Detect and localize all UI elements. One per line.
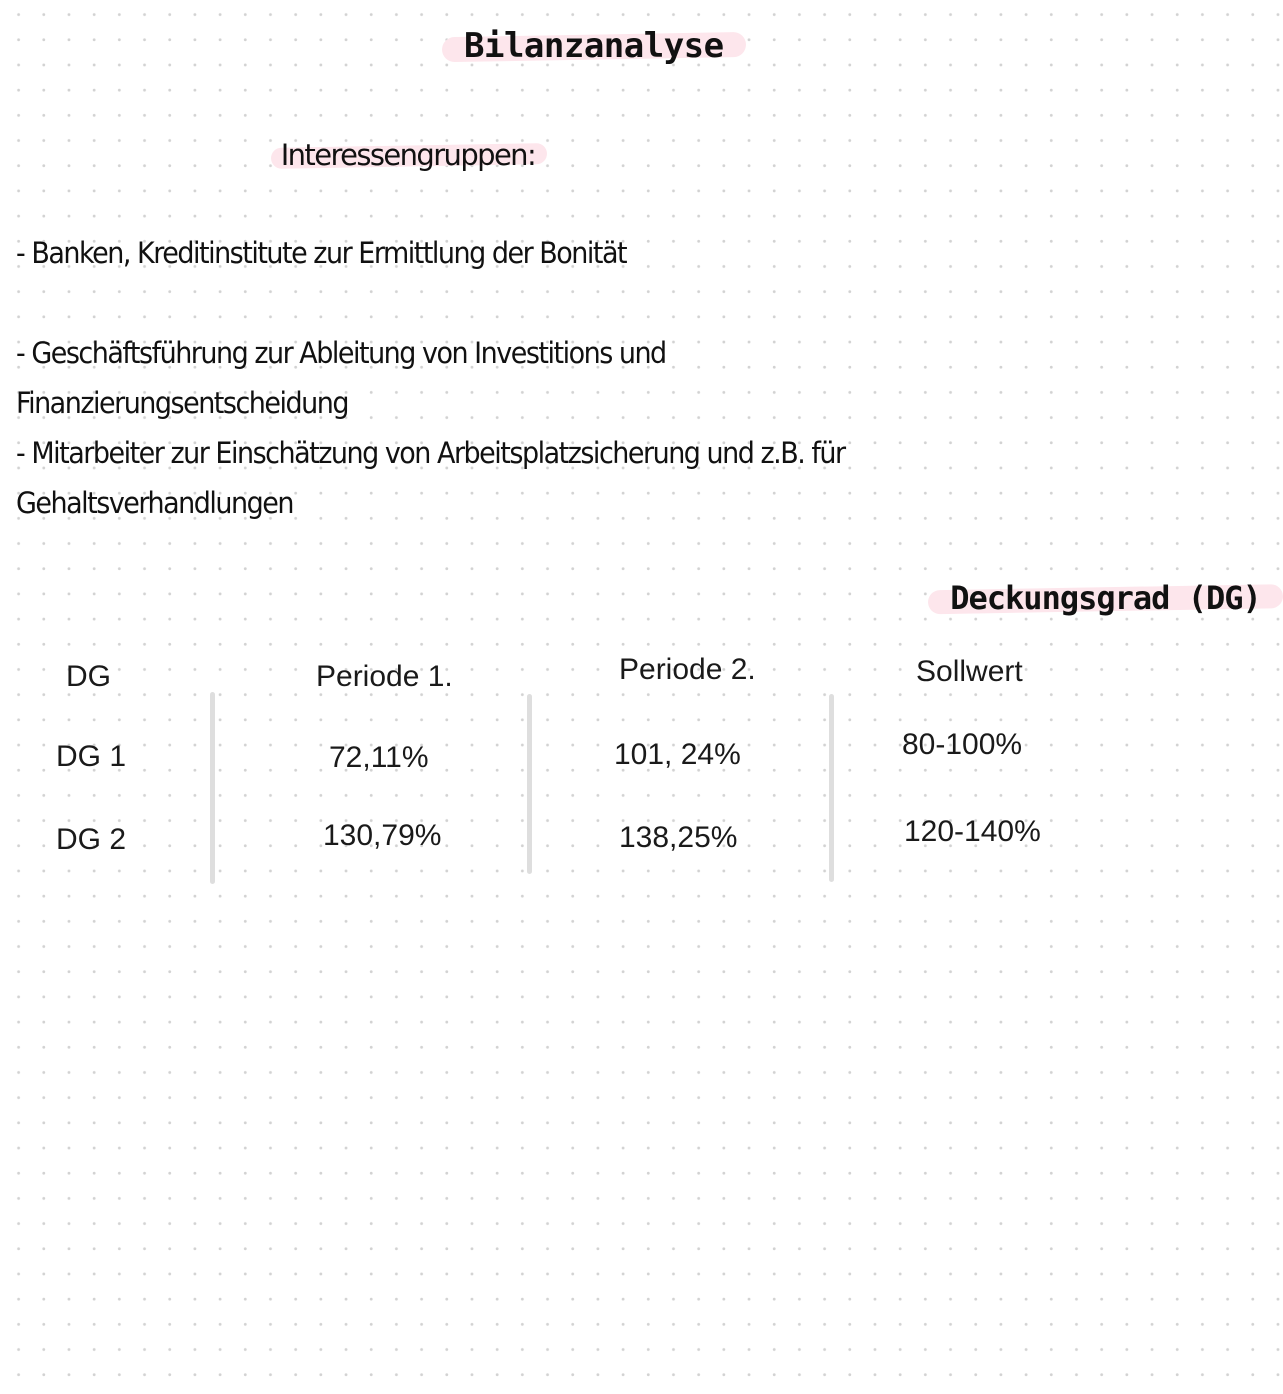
page-title: Bilanzanalyse — [464, 26, 724, 66]
coverage-heading: Deckungsgrad (DG) — [950, 579, 1261, 617]
interest-group-management: - Geschäftsführung zur Ableitung von Investitions und Finanzierungsentscheidung — [16, 336, 666, 420]
column-header-periode-2: Periode 2. — [619, 653, 756, 686]
dg1-periode-2: 101, 24% — [614, 738, 741, 771]
interest-group-banks: - Banken, Kreditinstitute zur Ermittlung der Bonität — [16, 236, 627, 270]
row-label-dg2: DG 2 — [56, 823, 127, 856]
column-divider — [527, 694, 532, 874]
dg2-periode-2: 138,25% — [619, 821, 738, 854]
dg2-sollwert: 120-140% — [904, 815, 1041, 848]
row-label-dg1: DG 1 — [56, 740, 127, 773]
dg2-periode-1: 130,79% — [323, 819, 442, 852]
dg1-sollwert: 80-100% — [902, 728, 1023, 761]
column-header-periode-1: Periode 1. — [316, 660, 453, 693]
interest-group-employees: - Mitarbeiter zur Einschätzung von Arbeitsplatzsicherung und z.B. für Gehaltsverhandlungen — [16, 436, 845, 520]
column-divider — [210, 692, 215, 884]
column-divider — [829, 694, 834, 882]
dg1-periode-1: 72,11% — [329, 741, 429, 774]
interest-groups-heading: Interessengruppen: — [280, 138, 536, 172]
column-header-dg: DG — [66, 660, 111, 693]
column-header-sollwert: Sollwert — [916, 655, 1023, 688]
